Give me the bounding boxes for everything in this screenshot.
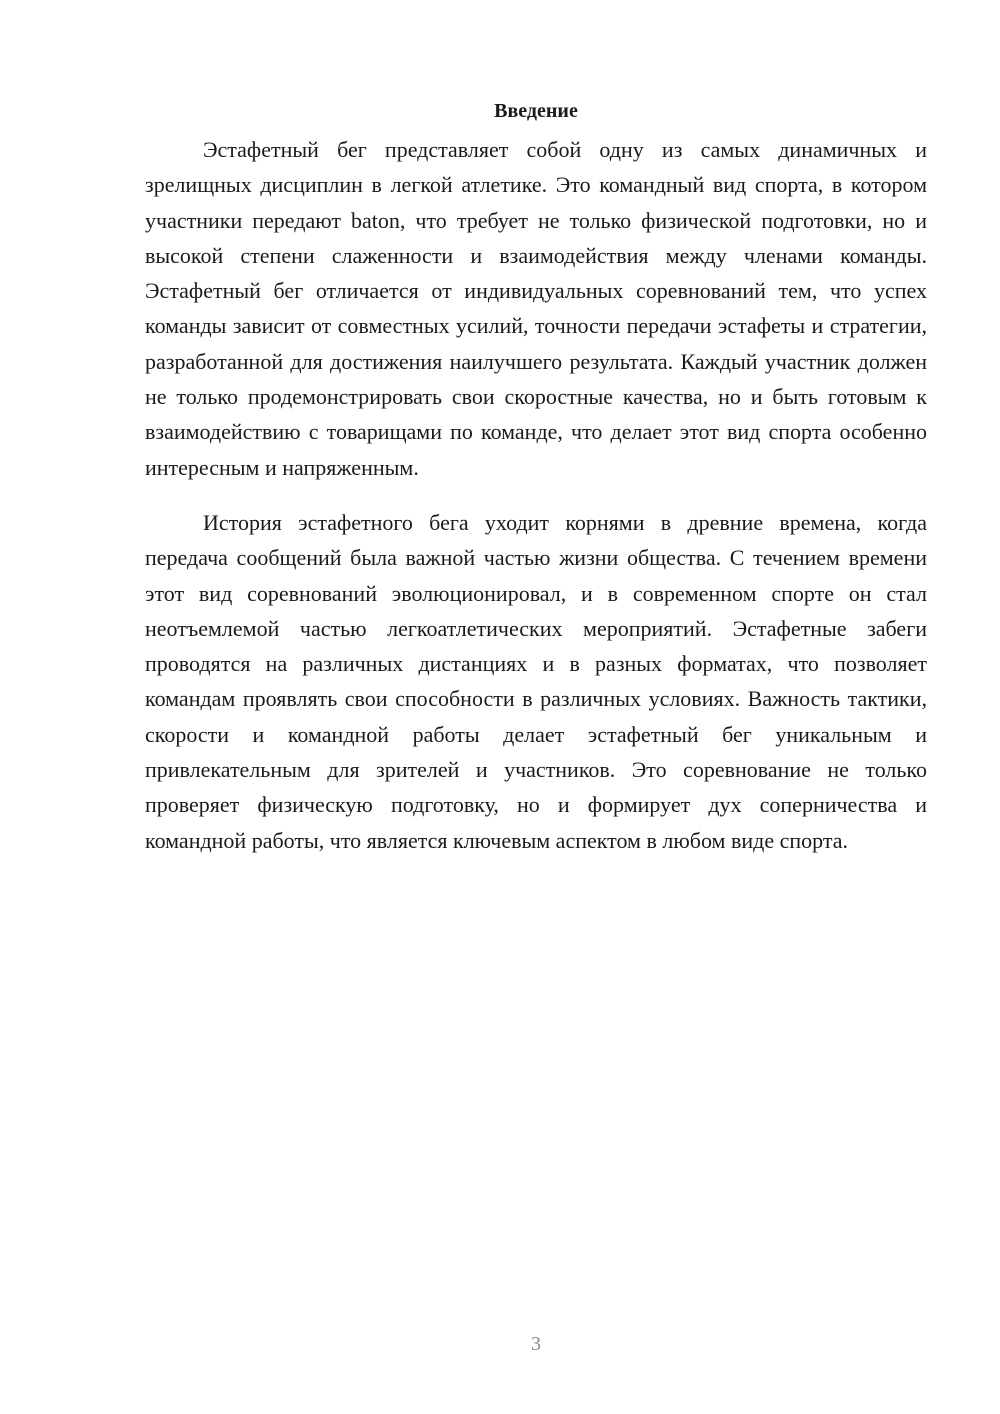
paragraph-1: Эстафетный бег представляет собой одну из самых динамичных и зрелищных дисциплин в легкой атлетике. Это командный вид спорта, в котором участники передают baton, что требует не только физической подготовки, но и высокой степени слаженности и взаимодействия между членами команды. Эстафетный бег отличается от индивидуальных соревнований тем, что успех команды зависит от совместных усилий, точности передачи эстафеты и стратегии, разработанной для достижения наилучшего результата. Каждый участник должен не только продемонстрировать свои скоростные качества, но и быть готовым к взаимодействию с товарищами по команде, что делает этот вид спорта особенно интересным и напряженным.: [145, 137, 927, 480]
page-number: 3: [531, 1333, 541, 1355]
paragraph-2: История эстафетного бега уходит корнями в древние времена, когда передача сообщений была важной частью жизни общества. С течением времени этот вид соревнований эволюционировал, и в современном спорте он стал неотъемлемой частью легкоатлетических мероприятий. Эстафетные забеги проводятся на различных дистанциях и в разных форматах, что позволяет командам проявлять свои способности в различных условиях. Важность тактики, скорости и командной работы делает эстафетный бег уникальным и привлекательным для зрителей и участников. Это соревнование не только проверяет физическую подготовку, но и формирует дух соперничества и командной работы, что является ключевым аспектом в любом виде спорта.: [145, 509, 927, 853]
section-title: Введение: [494, 100, 578, 122]
page-content: [145, 96, 927, 858]
